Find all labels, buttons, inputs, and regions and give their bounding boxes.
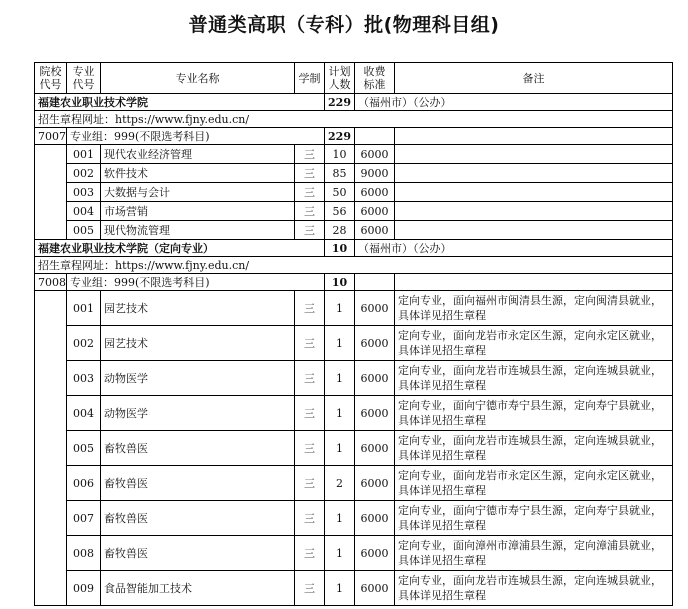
major-plan: 28 xyxy=(325,221,355,240)
major-remark xyxy=(395,202,673,221)
major-fee: 6000 xyxy=(355,183,395,202)
major-code: 002 xyxy=(67,326,101,361)
major-name: 现代农业经济管理 xyxy=(101,145,295,164)
major-plan: 2 xyxy=(325,466,355,501)
major-plan: 85 xyxy=(325,164,355,183)
major-code: 001 xyxy=(67,145,101,164)
major-fee: 6000 xyxy=(355,466,395,501)
group-row xyxy=(35,274,673,291)
header-remark: 备注 xyxy=(395,63,673,94)
group-fee-empty xyxy=(355,274,395,291)
school-url: 招生章程网址：https://www.fjny.edu.cn/ xyxy=(35,111,673,128)
major-code: 002 xyxy=(67,164,101,183)
major-code: 009 xyxy=(67,571,101,606)
major-name: 园艺技术 xyxy=(101,326,295,361)
group-label: 专业组：999(不限选考科目) xyxy=(67,274,325,291)
major-code: 005 xyxy=(67,221,101,240)
major-name: 畜牧兽医 xyxy=(101,501,295,536)
header-major-code: 专业 代号 xyxy=(67,63,101,94)
major-fee: 6000 xyxy=(355,536,395,571)
major-code: 008 xyxy=(67,536,101,571)
group-remark-empty xyxy=(395,274,673,291)
major-fee: 6000 xyxy=(355,291,395,326)
admission-table xyxy=(34,62,673,606)
major-remark: 定向专业，面向漳州市漳浦县生源，定向漳浦县就业，具体详见招生章程 xyxy=(395,536,673,571)
school-row xyxy=(35,94,673,111)
major-row xyxy=(35,164,673,183)
major-code: 004 xyxy=(67,202,101,221)
major-remark: 定向专业，面向宁德市寿宁县生源，定向寿宁县就业，具体详见招生章程 xyxy=(395,396,673,431)
header-fee: 收费 标准 xyxy=(355,63,395,94)
major-duration: 三 xyxy=(295,466,325,501)
major-remark: 定向专业，面向龙岩市连城县生源，定向连城县就业，具体详见招生章程 xyxy=(395,571,673,606)
major-fee: 6000 xyxy=(355,396,395,431)
major-plan: 1 xyxy=(325,326,355,361)
major-fee: 9000 xyxy=(355,164,395,183)
major-row xyxy=(35,326,673,361)
major-duration: 三 xyxy=(295,145,325,164)
major-row xyxy=(35,291,673,326)
major-row xyxy=(35,501,673,536)
major-remark xyxy=(395,221,673,240)
school-name: 福建农业职业技术学院 xyxy=(35,94,325,111)
school-url-row xyxy=(35,257,673,274)
major-fee: 6000 xyxy=(355,431,395,466)
major-plan: 1 xyxy=(325,536,355,571)
major-duration: 三 xyxy=(295,183,325,202)
major-duration: 三 xyxy=(295,291,325,326)
major-remark xyxy=(395,183,673,202)
major-remark: 定向专业，面向福州市闽清县生源，定向闽清县就业，具体详见招生章程 xyxy=(395,291,673,326)
major-name: 现代物流管理 xyxy=(101,221,295,240)
header-duration: 学制 xyxy=(295,63,325,94)
major-code: 004 xyxy=(67,396,101,431)
major-code: 007 xyxy=(67,501,101,536)
major-duration: 三 xyxy=(295,361,325,396)
major-duration: 三 xyxy=(295,164,325,183)
group-total: 10 xyxy=(325,274,355,291)
major-code: 003 xyxy=(67,183,101,202)
school-name: 福建农业职业技术学院（定向专业） xyxy=(35,240,325,257)
header-school-code: 院校 代号 xyxy=(35,63,67,94)
major-duration: 三 xyxy=(295,501,325,536)
major-remark: 定向专业，面向龙岩市连城县生源，定向连城县就业，具体详见招生章程 xyxy=(395,431,673,466)
school-url: 招生章程网址：https://www.fjny.edu.cn/ xyxy=(35,257,673,274)
school-total: 10 xyxy=(325,240,355,257)
major-name: 动物医学 xyxy=(101,396,295,431)
school-row xyxy=(35,240,673,257)
group-fee-empty xyxy=(355,128,395,145)
major-row xyxy=(35,396,673,431)
major-code: 006 xyxy=(67,466,101,501)
major-code: 003 xyxy=(67,361,101,396)
major-row xyxy=(35,183,673,202)
major-fee: 6000 xyxy=(355,501,395,536)
major-plan: 1 xyxy=(325,501,355,536)
major-row xyxy=(35,202,673,221)
major-row xyxy=(35,361,673,396)
major-fee: 6000 xyxy=(355,326,395,361)
major-name: 市场营销 xyxy=(101,202,295,221)
major-row xyxy=(35,221,673,240)
major-remark xyxy=(395,145,673,164)
page-title: 普通类高职（专科）批(物理科目组) xyxy=(188,14,500,36)
major-duration: 三 xyxy=(295,202,325,221)
school-code-blank xyxy=(35,145,67,240)
major-plan: 1 xyxy=(325,361,355,396)
group-row xyxy=(35,128,673,145)
major-fee: 6000 xyxy=(355,221,395,240)
major-duration: 三 xyxy=(295,221,325,240)
major-name: 大数据与会计 xyxy=(101,183,295,202)
group-remark-empty xyxy=(395,128,673,145)
major-plan: 1 xyxy=(325,431,355,466)
table-header-row xyxy=(35,63,673,94)
major-duration: 三 xyxy=(295,326,325,361)
major-name: 畜牧兽医 xyxy=(101,536,295,571)
major-plan: 50 xyxy=(325,183,355,202)
major-duration: 三 xyxy=(295,536,325,571)
major-name: 园艺技术 xyxy=(101,291,295,326)
major-remark: 定向专业，面向龙岩市连城县生源，定向连城县就业，具体详见招生章程 xyxy=(395,361,673,396)
major-plan: 10 xyxy=(325,145,355,164)
major-plan: 1 xyxy=(325,291,355,326)
major-plan: 1 xyxy=(325,396,355,431)
major-duration: 三 xyxy=(295,571,325,606)
major-remark: 定向专业，面向龙岩市永定区生源，定向永定区就业，具体详见招生章程 xyxy=(395,326,673,361)
major-name: 畜牧兽医 xyxy=(101,431,295,466)
header-plan: 计划 人数 xyxy=(325,63,355,94)
major-fee: 6000 xyxy=(355,145,395,164)
major-fee: 6000 xyxy=(355,571,395,606)
major-code: 005 xyxy=(67,431,101,466)
major-remark: 定向专业，面向宁德市寿宁县生源，定向寿宁县就业，具体详见招生章程 xyxy=(395,501,673,536)
school-total: 229 xyxy=(325,94,355,111)
major-fee: 6000 xyxy=(355,361,395,396)
school-code-blank xyxy=(35,291,67,606)
major-name: 畜牧兽医 xyxy=(101,466,295,501)
major-row xyxy=(35,145,673,164)
major-row xyxy=(35,571,673,606)
major-duration: 三 xyxy=(295,431,325,466)
major-name: 动物医学 xyxy=(101,361,295,396)
group-label: 专业组：999(不限选考科目) xyxy=(67,128,325,145)
major-row xyxy=(35,536,673,571)
school-code: 7007 xyxy=(35,128,67,145)
header-major-name: 专业名称 xyxy=(101,63,295,94)
major-remark xyxy=(395,164,673,183)
major-remark: 定向专业，面向龙岩市永定区生源，定向永定区就业，具体详见招生章程 xyxy=(395,466,673,501)
group-total: 229 xyxy=(325,128,355,145)
major-code: 001 xyxy=(67,291,101,326)
major-plan: 56 xyxy=(325,202,355,221)
school-url-row xyxy=(35,111,673,128)
school-info: （福州市）（公办） xyxy=(355,240,673,257)
major-row xyxy=(35,431,673,466)
major-name: 食品智能加工技术 xyxy=(101,571,295,606)
major-plan: 1 xyxy=(325,571,355,606)
major-name: 软件技术 xyxy=(101,164,295,183)
major-fee: 6000 xyxy=(355,202,395,221)
school-info: （福州市）（公办） xyxy=(355,94,673,111)
major-duration: 三 xyxy=(295,396,325,431)
major-row xyxy=(35,466,673,501)
school-code: 7008 xyxy=(35,274,67,291)
